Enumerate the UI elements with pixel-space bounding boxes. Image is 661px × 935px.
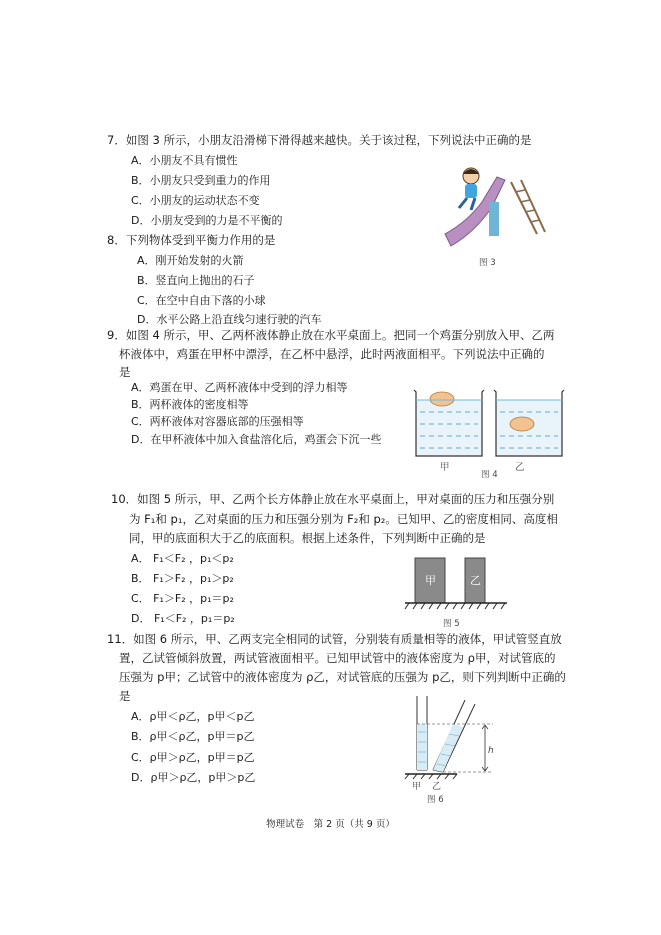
q7-stem: 7．如图 3 所示，小朋友沿滑梯下滑得越来越快。关于该过程，下列说法中正确的是	[107, 133, 532, 147]
q11-option-c: C．ρ甲＞ρ乙，p甲＝p乙	[131, 751, 255, 764]
q10-stem-line-3: 同，甲的底面积大于乙的底面积。根据上述条件，下列判断中正确的是	[129, 531, 486, 545]
figure-5-caption: 图 5	[443, 619, 460, 629]
q8-option-d: D．水平公路上沿直线匀速行驶的汽车	[137, 313, 322, 326]
figure-6-test-tubes	[403, 694, 503, 780]
q7-option-c: C．小朋友的运动状态不变	[131, 194, 260, 207]
q8-option-a: A．刚开始发射的火箭	[137, 254, 244, 267]
q9-stem-line-3: 是	[119, 365, 131, 379]
q11-stem-line-3: 压强为 p甲；乙试管中的液体密度为 ρ乙，对试管底的压强为 p乙，则下列判断中正确的	[119, 670, 566, 684]
q8-option-b: B．竖直向上抛出的石子	[137, 274, 255, 287]
q11-option-d: D．ρ甲＞ρ乙，p甲＞p乙	[131, 771, 256, 784]
q11-stem-line-2: 置，乙试管倾斜放置，两试管液面相平。已知甲试管中的液体密度为 ρ甲，对试管底的	[119, 651, 556, 665]
q11-stem-line-4: 是	[119, 689, 131, 703]
q9-option-a: A．鸡蛋在甲、乙两杯液体中受到的浮力相等	[131, 381, 348, 394]
q9-stem-line-1: 9．如图 4 所示，甲、乙两杯液体静止放在水平桌面上。把同一个鸡蛋分别放入甲、乙两	[107, 328, 555, 342]
q10-stem-line-2: 为 F₁和 p₁，乙对桌面的压力和压强分别为 F₂和 p₂。已知甲、乙的密度相同、高度相	[129, 512, 558, 526]
page-footer: 物理试卷 第 2 页（共 9 页）	[266, 819, 395, 830]
q7-option-d: D．小朋友受到的力是不平衡的	[131, 214, 283, 227]
figure-4-beakers	[412, 388, 572, 458]
q7-option-a: A．小朋友不具有惯性	[131, 154, 238, 167]
figure-4-label-yi: 乙	[515, 462, 525, 473]
q11-option-a: A．ρ甲＜ρ乙，p甲＜p乙	[131, 710, 255, 723]
q10-stem-line-1: 10．如图 5 所示，甲、乙两个长方体静止放在水平桌面上，甲对桌面的压力和压强分别	[111, 492, 555, 506]
figure-5-label-jia: 甲	[425, 574, 436, 587]
q10-option-d: D． F₁＜F₂ ，p₁＝p₂	[131, 612, 235, 625]
q11-option-b: B．ρ甲＜ρ乙，p甲＝p乙	[131, 730, 255, 743]
q9-option-d: D．在甲杯液体中加入食盐溶化后，鸡蛋会下沉一些	[131, 433, 382, 446]
q8-option-c: C．在空中自由下落的小球	[137, 294, 266, 307]
figure-6-caption: 图 6	[427, 795, 444, 805]
q10-option-b: B． F₁＞F₂ ，p₁＞p₂	[131, 572, 234, 585]
figure-6-label-h: h	[488, 746, 494, 756]
q11-stem-line-1: 11．如图 6 所示，甲、乙两支完全相同的试管，分别装有质量相等的液体，甲试管竖直放	[107, 632, 562, 646]
figure-5-label-yi: 乙	[470, 574, 481, 587]
figure-3-slide	[437, 162, 547, 252]
figure-3-caption: 图 3	[479, 258, 496, 268]
q9-option-b: B．两杯液体的密度相等	[131, 398, 249, 411]
figure-6-label-yi: 乙	[432, 782, 442, 792]
q9-option-c: C．两杯液体对容器底部的压强相等	[131, 415, 304, 428]
q10-option-c: C． F₁＞F₂ ，p₁＝p₂	[131, 592, 234, 605]
q8-stem: 8．下列物体受到平衡力作用的是	[107, 233, 276, 247]
figure-5-blocks	[403, 556, 509, 612]
figure-4-caption: 图 4	[481, 470, 498, 480]
q10-option-a: A． F₁＜F₂ ，p₁＜p₂	[131, 552, 234, 565]
q7-option-b: B．小朋友只受到重力的作用	[131, 174, 271, 187]
figure-6-label-jia: 甲	[412, 782, 422, 792]
figure-4-label-jia: 甲	[440, 462, 450, 473]
q9-stem-line-2: 杯液体中，鸡蛋在甲杯中漂浮，在乙杯中悬浮，此时两液面相平。下列说法中正确的	[119, 347, 545, 361]
